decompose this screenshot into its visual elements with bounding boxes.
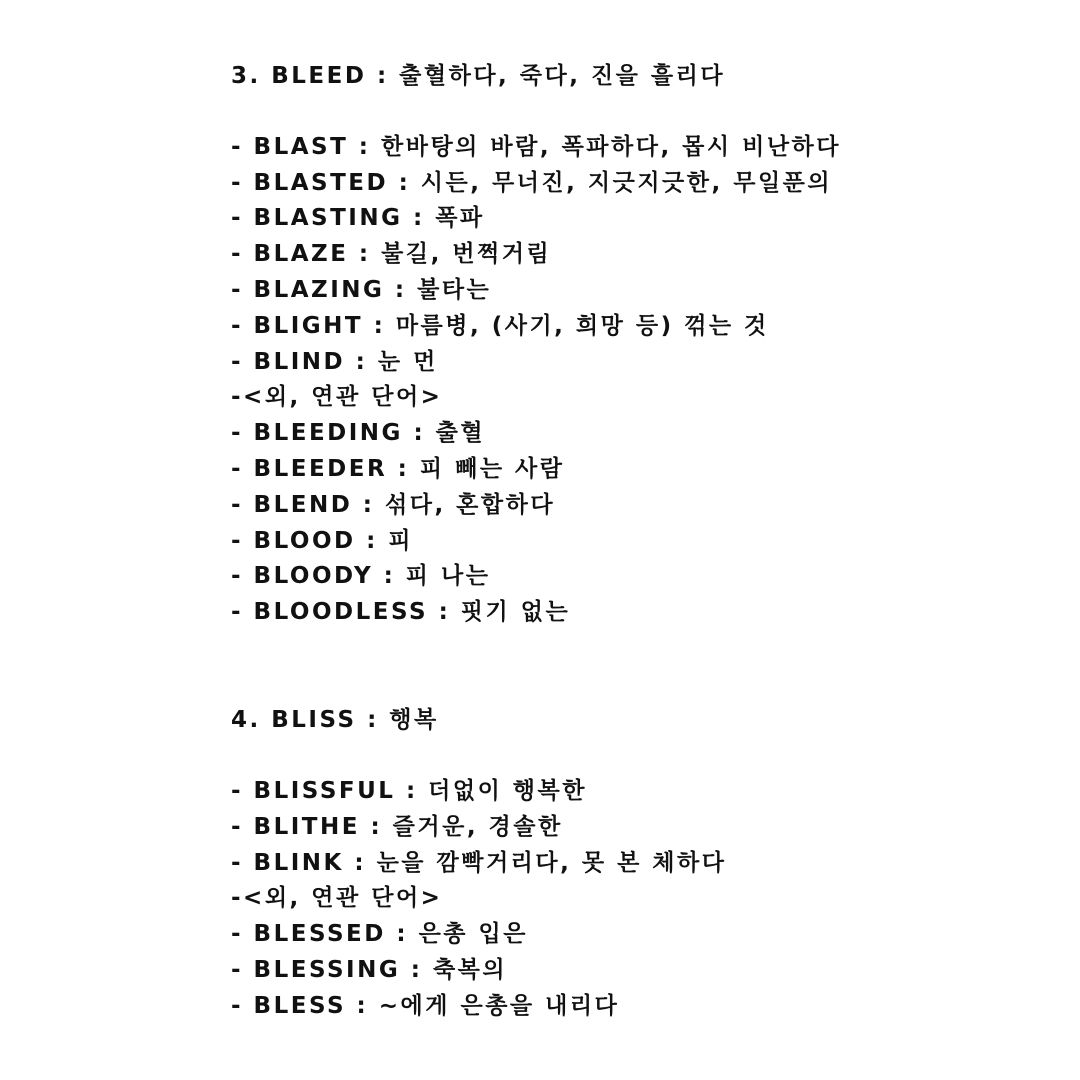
section-heading: 3. BLEED : 출혈하다, 죽다, 진을 흘리다 <box>231 63 726 89</box>
list-item: - BLASTED : 시든, 무너진, 지긋지긋한, 무일푼의 <box>231 170 833 196</box>
list-item: - BLEEDING : 출혈 <box>231 420 486 446</box>
list-item: - BLIND : 눈 먼 <box>231 349 438 375</box>
list-item: - BLASTING : 폭파 <box>231 205 485 231</box>
list-item: - BLEEDER : 피 빼는 사람 <box>231 456 565 482</box>
list-item: - BLINK : 눈을 깜빡거리다, 못 본 체하다 <box>231 850 727 876</box>
list-item: - BLAST : 한바탕의 바람, 폭파하다, 몹시 비난하다 <box>231 134 841 160</box>
list-item: - BLOOD : 피 <box>231 528 414 554</box>
list-item: - BLITHE : 즐거운, 경솔한 <box>231 814 563 840</box>
list-item: - BLISSFUL : 더없이 행복한 <box>231 778 587 804</box>
list-item: - BLESS : ~에게 은총을 내리다 <box>231 993 620 1019</box>
list-item: - BLAZING : 불타는 <box>231 277 492 303</box>
list-item: - BLESSING : 축복의 <box>231 957 508 983</box>
list-item: - BLIGHT : 마름병, (사기, 희망 등) 꺾는 것 <box>231 313 769 339</box>
related-words-label: -<외, 연관 단어> <box>231 885 443 911</box>
list-item: - BLOODY : 피 나는 <box>231 563 491 589</box>
list-item: - BLAZE : 불길, 번쩍거림 <box>231 241 552 267</box>
list-item: - BLEND : 섞다, 혼합하다 <box>231 492 556 518</box>
list-item: - BLESSED : 은총 입은 <box>231 921 528 947</box>
section-heading: 4. BLISS : 행복 <box>231 707 439 733</box>
list-item: - BLOODLESS : 핏기 없는 <box>231 599 571 625</box>
related-words-label: -<외, 연관 단어> <box>231 384 443 410</box>
